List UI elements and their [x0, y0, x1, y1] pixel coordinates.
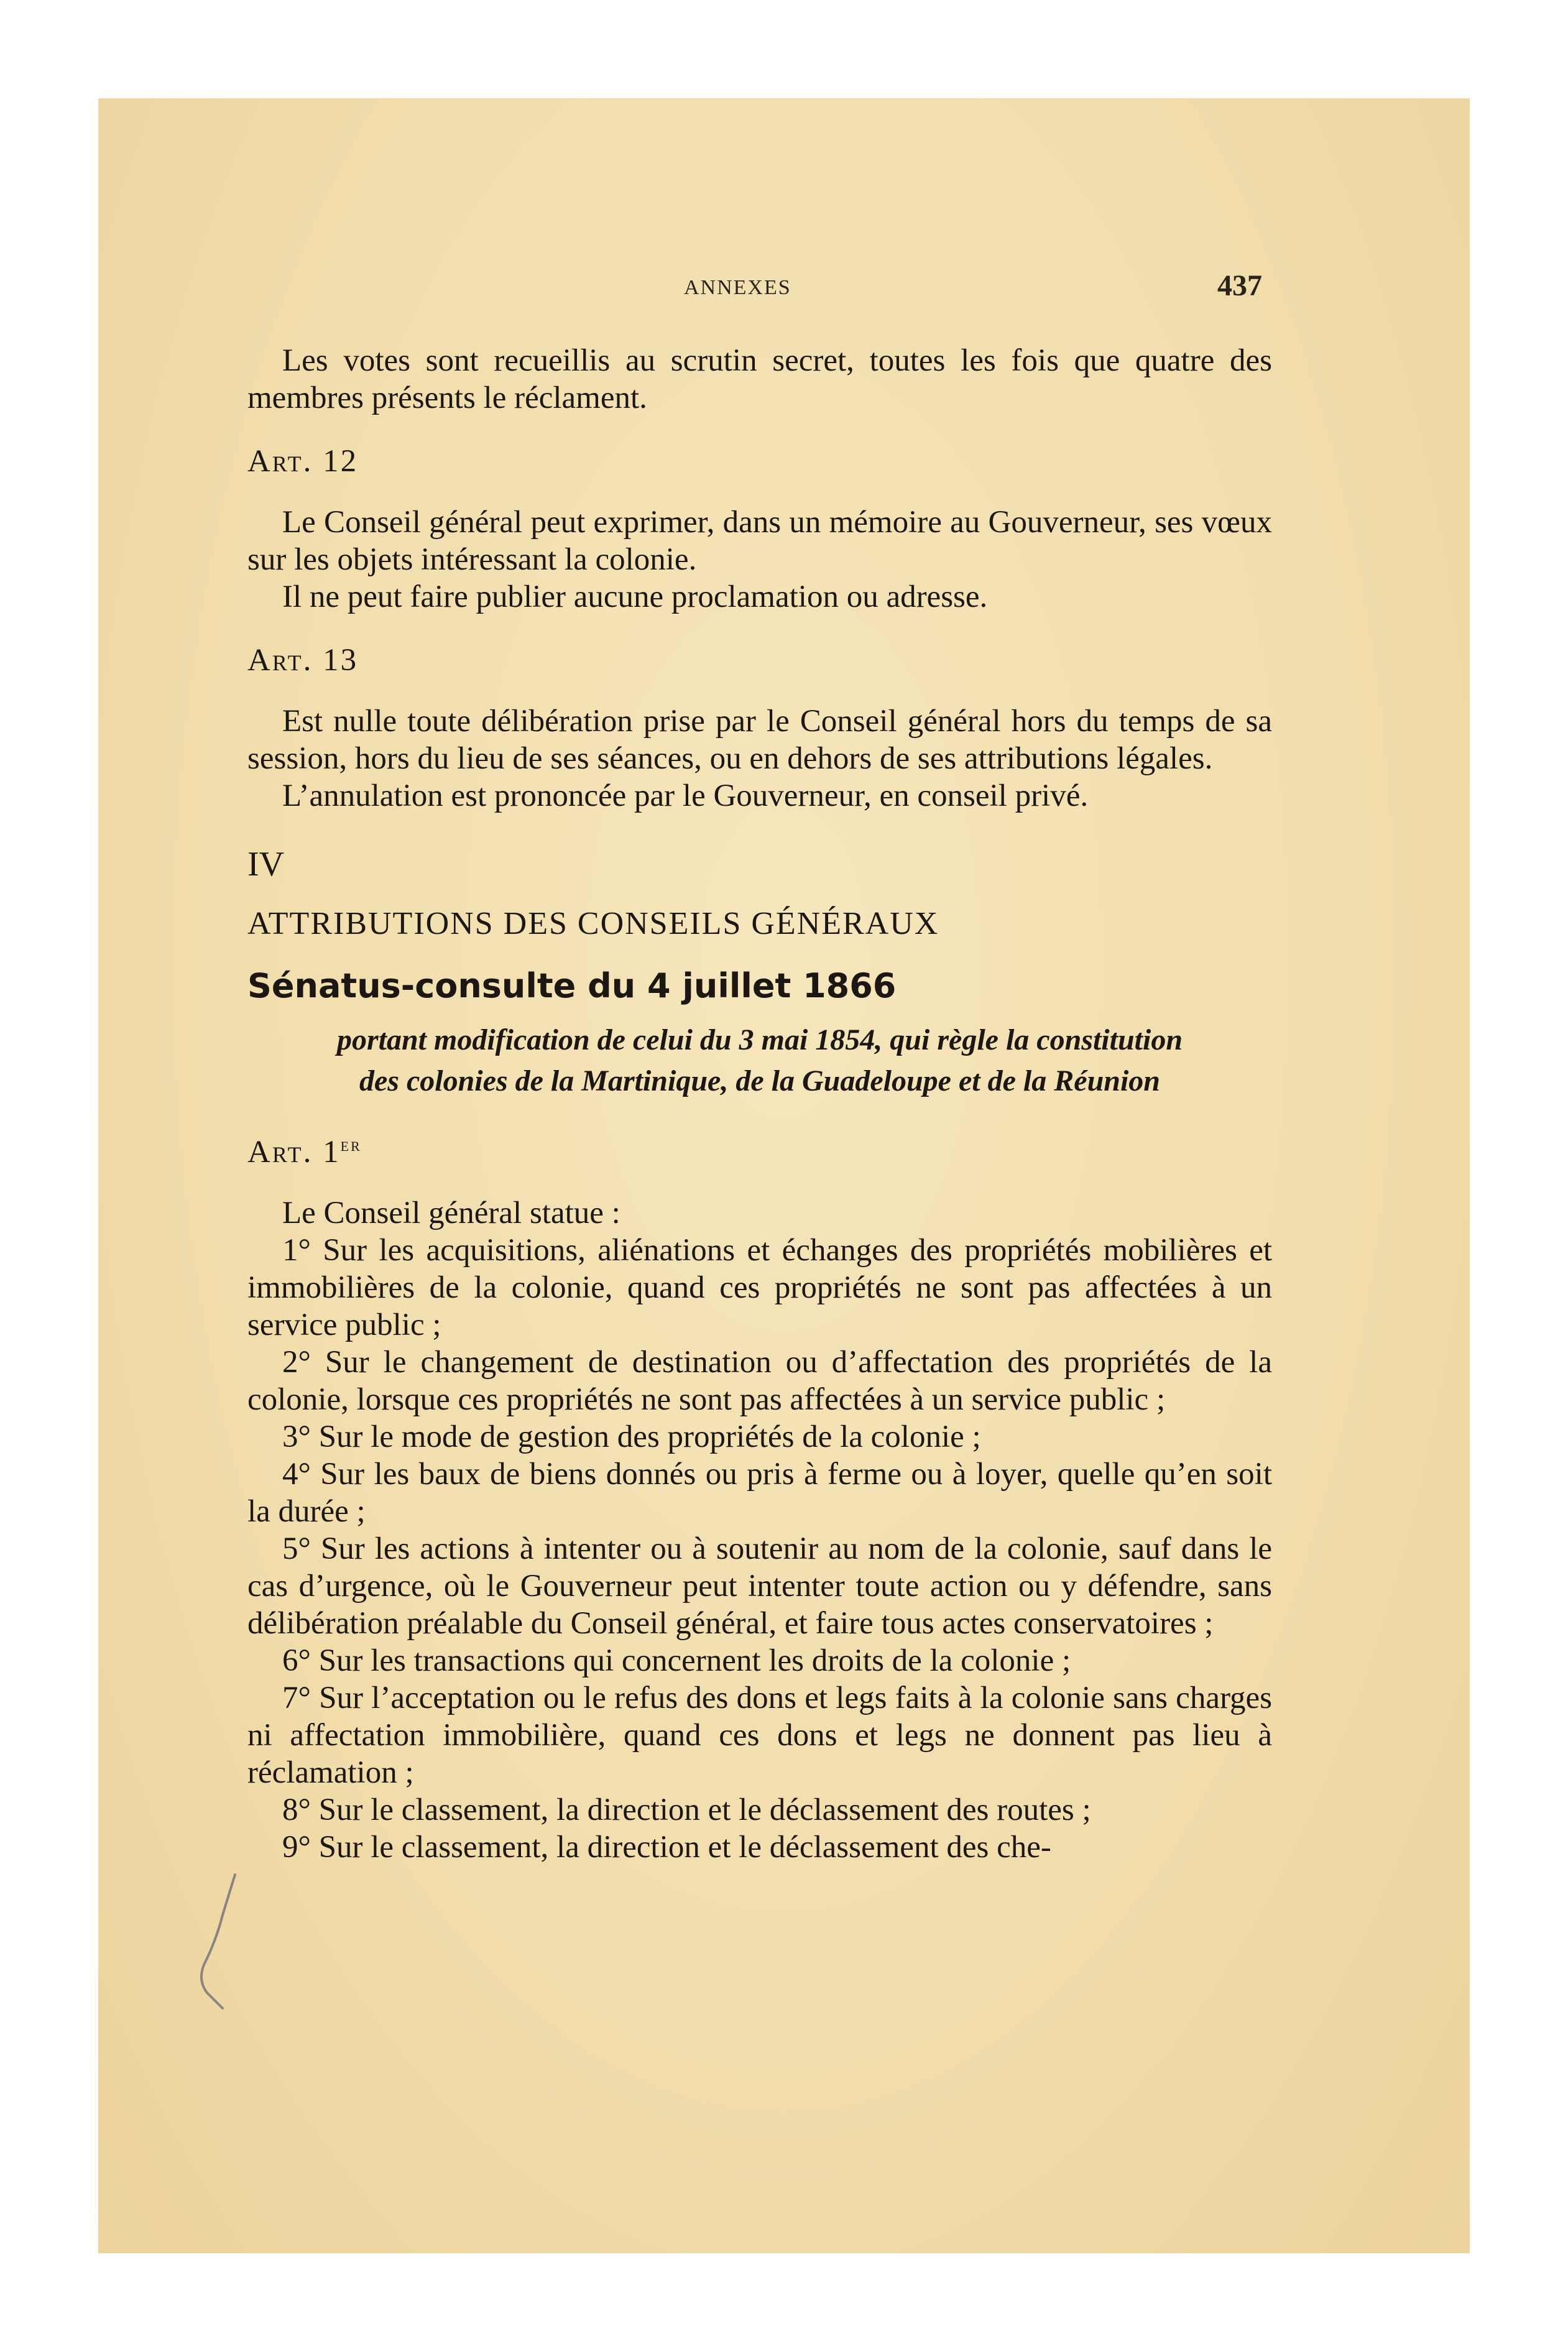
article-heading — [247, 1125, 1272, 1171]
article-heading: Art. 13 — [247, 643, 359, 678]
list-item: 5° Sur les actions à intenter ou à soutenir au nom de la colonie, sauf dans le cas d’urgence, où le Gouverneur peut intenter toute action ou y défendre, sans délibération préalable du Conseil général, et faire tous actes conservatoires ; — [247, 1531, 1272, 1641]
article-heading: Art. 12 — [247, 444, 359, 479]
list-item: 4° Sur les baux de biens donnés ou pris à ferme ou à loyer, quelle qu’en soit la durée ; — [247, 1457, 1272, 1529]
list-item: 2° Sur le changement de destination ou d’affectation des propriétés de la colonie, lorsque ces propriétés ne sont pas affectées à un service public ; — [247, 1345, 1272, 1417]
law-title: Sénatus-consulte du 4 juillet 1866 — [247, 966, 897, 1005]
list-item: 1° Sur les acquisitions, aliénations et échanges des propriétés mobilières et immobilières de la colonie, quand ces propriétés ne sont pas affectées à un service public ; — [247, 1233, 1272, 1342]
paragraph: Les votes sont recueillis au scrutin secret, toutes les fois que quatre des membres présents le réclament. — [247, 343, 1272, 415]
list-item: 8° Sur le classement, la direction et le déclassement des routes ; — [282, 1793, 1091, 1827]
paragraph: Il ne peut faire publier aucune proclamation ou adresse. — [282, 579, 988, 614]
list-item: 3° Sur le mode de gestion des propriétés de la colonie ; — [282, 1419, 981, 1454]
margin-pencil-mark — [198, 1871, 247, 2014]
paragraph: L’annulation est prononcée par le Gouverneur, en conseil privé. — [282, 778, 1089, 813]
law-subtitle: des colonies de la Martinique, de la Guadeloupe et de la Réunion — [359, 1064, 1160, 1097]
paragraph: Le Conseil général statue : — [282, 1196, 620, 1230]
article-heading-text: Art. 1 — [247, 1135, 341, 1170]
running-header: ANNEXES — [684, 276, 791, 299]
page-content — [247, 342, 1272, 1866]
list-item: 9° Sur le classement, la direction et le déclassement des che- — [282, 1830, 1051, 1865]
article-heading-sup: er — [340, 1133, 362, 1155]
paragraph: Le Conseil général peut exprimer, dans un mémoire au Gouverneur, ses vœux sur les objets intéressant la colonie. — [247, 505, 1272, 577]
list-item: 7° Sur l’acceptation ou le refus des dons et legs faits à la colonie sans charges ni affectation immobilière, quand ces dons et legs ne donnent pas lieu à réclamation ; — [247, 1681, 1272, 1790]
section-number: IV — [247, 845, 285, 884]
section-title: ATTRIBUTIONS DES CONSEILS GÉNÉRAUX — [247, 906, 939, 941]
page-number: 437 — [1217, 269, 1262, 302]
law-subtitle: portant modification de celui du 3 mai 1854, qui règle la constitution — [336, 1023, 1183, 1056]
paragraph: Est nulle toute délibération prise par le Conseil général hors du temps de sa session, hors du lieu de ses séances, ou en dehors de ses attributions légales. — [247, 704, 1272, 776]
list-item: 6° Sur les transactions qui concernent les droits de la colonie ; — [282, 1643, 1071, 1678]
